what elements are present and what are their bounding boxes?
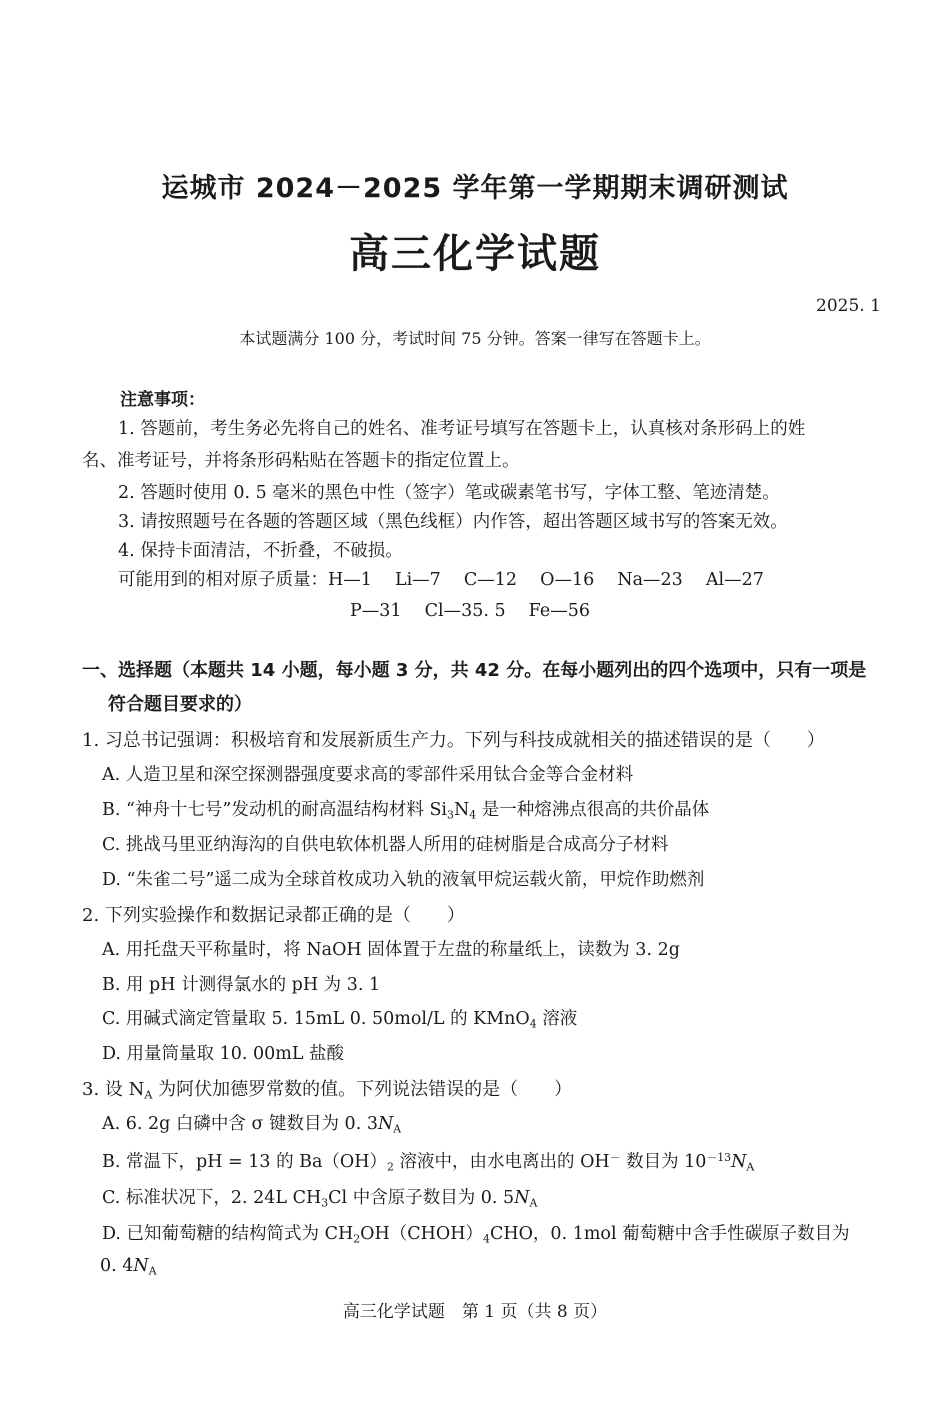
exam-date: 2025. 1 xyxy=(816,296,881,316)
exam-title: 运城市 2024－2025 学年第一学期期末调研测试 xyxy=(161,173,789,204)
question-3-option-d: D. 已知葡萄糖的结构简式为 $CH_2OH(CHOH)_4CHO$，0. 1mol 葡萄糖中含手性碳原子数目为 xyxy=(102,1224,850,1246)
question-1-option-b: B. “神舟十七号”发动机的耐高温结构材料 $Si_3N_4$ 是一种熔沸点很高的共价晶体 xyxy=(102,800,710,822)
section-heading-cont: 符合题目要求的） xyxy=(108,694,252,715)
question-3-option-c: C. 标准状况下，2. 24L $CH_3Cl$ 中含原子数目为 0. $5N_A$ xyxy=(102,1188,538,1210)
notice-item-3: 3. 请按照题号在各题的答题区域（黑色线框）内作答，超出答题区域书写的答案无效。 xyxy=(118,512,788,532)
exam-intro: 本试题满分 100 分，考试时间 75 分钟。答案一律写在答题卡上。 xyxy=(239,329,711,348)
question-1-option-c: C. 挑战马里亚纳海沟的自供电软体机器人所用的硅树脂是合成高分子材料 xyxy=(102,835,669,855)
notice-item-4: 4. 保持卡面清洁，不折叠，不破损。 xyxy=(118,541,403,561)
subject-title: 高三化学试题 xyxy=(349,230,601,277)
atomic-masses-line-1: 可能用到的相对原子质量：H—1 Li—7 C—12 O—16 Na—23 Al—27 xyxy=(118,570,764,590)
notice-item-1-cont: 名、准考证号，并将条形码粘贴在答题卡的指定位置上。 xyxy=(82,451,520,471)
question-3-stem: 3. 设 $N_A$ 为阿伏加德罗常数的值。下列说法错误的是（ ） xyxy=(82,1079,573,1102)
atomic-masses-line-2: P—31 Cl—35. 5 Fe—56 xyxy=(350,601,590,621)
question-2-option-d: D. 用量筒量取 10. 00mL 盐酸 xyxy=(102,1044,345,1064)
question-3-option-d-cont: 0. $4N_A$ xyxy=(100,1256,157,1278)
question-1-stem: 1. 习总书记强调：积极培育和发展新质生产力。下列与科技成就相关的描述错误的是（ ） xyxy=(82,730,825,751)
question-1-option-d: D. “朱雀二号”遥二成为全球首枚成功入轨的液氧甲烷运载火箭，甲烷作助燃剂 xyxy=(102,870,705,890)
page-footer: 高三化学试题 第 1 页（共 8 页） xyxy=(342,1302,608,1322)
question-2-stem: 2. 下列实验操作和数据记录都正确的是（ ） xyxy=(82,905,465,926)
notice-heading: 注意事项： xyxy=(120,390,205,410)
question-1-option-a: A. 人造卫星和深空探测器强度要求高的零部件采用钛合金等合金材料 xyxy=(102,765,634,785)
question-2-option-b: B. 用 pH 计测得氯水的 pH 为 3. 1 xyxy=(102,975,381,995)
question-2-option-a: A. 用托盘天平称量时，将 NaOH 固体置于左盘的称量纸上，读数为 3. 2g xyxy=(102,940,680,960)
question-3-option-a: A. 6. 2g 白磷中含 σ 键数目为 0. $3N_A$ xyxy=(102,1114,402,1136)
question-2-option-c: C. 用碱式滴定管量取 5. 15mL 0. 50mol/L 的 KMnO$_4$ 溶液 xyxy=(102,1009,578,1031)
notice-item-2: 2. 答题时使用 0. 5 毫米的黑色中性（签字）笔或碳素笔书写，字体工整、笔迹清楚。 xyxy=(118,483,780,503)
question-3-option-b: B. 常温下，pH = 13 的 $Ba(OH)_2$ 溶液中，由水电离出的 OH－ 数目为 $10^{-13}N_A$ xyxy=(102,1151,755,1174)
section-heading: 一、选择题（本题共 14 小题，每小题 3 分，共 42 分。在每小题列出的四个选项中，只有一项是 xyxy=(82,660,867,681)
notice-item-1: 1. 答题前，考生务必先将自己的姓名、准考证号填写在答题卡上，认真核对条形码上的姓 xyxy=(118,419,806,439)
